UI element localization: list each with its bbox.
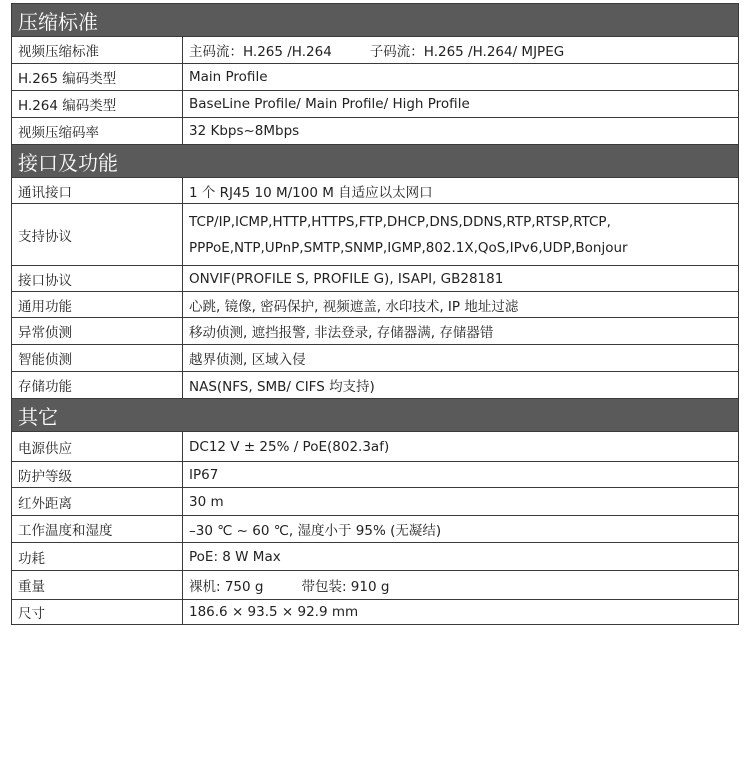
table-row bbox=[12, 345, 739, 372]
section-header-compression bbox=[12, 4, 739, 37]
row-value: 1 个 RJ45 10 M/100 M 自适应以太网口 bbox=[183, 178, 739, 204]
row-value: NAS(NFS, SMB/ CIFS 均支持) bbox=[183, 372, 739, 399]
row-label: 工作温度和湿度 bbox=[12, 516, 183, 543]
row-value bbox=[183, 37, 739, 64]
row-value: 心跳, 镜像, 密码保护, 视频遮盖, 水印技术, IP 地址过滤 bbox=[183, 292, 739, 318]
table-row bbox=[12, 372, 739, 399]
table-row bbox=[12, 318, 739, 345]
row-label: 红外距离 bbox=[12, 488, 183, 516]
protocol-line: PPPoE,NTP,UPnP,SMTP,SNMP,IGMP,802.1X,QoS,IPv6,UDP,Bonjour bbox=[189, 239, 628, 256]
row-value: ONVIF(PROFILE S, PROFILE G), ISAPI, GB28181 bbox=[183, 266, 739, 292]
packaged-weight: 带包装: 910 g bbox=[301, 579, 390, 595]
table-row bbox=[12, 543, 739, 571]
row-label: 功耗 bbox=[12, 543, 183, 571]
sub-stream-value: 子码流：H.265 /H.264/ MJPEG bbox=[369, 44, 565, 60]
section-header-interface bbox=[12, 145, 739, 178]
row-label: 通讯接口 bbox=[12, 178, 183, 204]
table-row bbox=[12, 292, 739, 318]
row-label: 支持协议 bbox=[12, 204, 183, 266]
section-header-other bbox=[12, 399, 739, 432]
table-row bbox=[12, 516, 739, 543]
row-value: IP67 bbox=[183, 462, 739, 488]
row-label: H.265 编码类型 bbox=[12, 64, 183, 91]
row-label: 尺寸 bbox=[12, 600, 183, 625]
table-row bbox=[12, 266, 739, 292]
table-row bbox=[12, 488, 739, 516]
main-stream-value: 主码流：H.265 /H.264 bbox=[189, 44, 332, 60]
table-row bbox=[12, 91, 739, 118]
row-value: DC12 V ± 25% / PoE(802.3af) bbox=[183, 432, 739, 462]
row-value: 30 m bbox=[183, 488, 739, 516]
row-value bbox=[183, 571, 739, 600]
row-label: 视频压缩标准 bbox=[12, 37, 183, 64]
row-label: 异常侦测 bbox=[12, 318, 183, 345]
row-label: 电源供应 bbox=[12, 432, 183, 462]
table-row bbox=[12, 37, 739, 64]
row-value: 186.6 × 93.5 × 92.9 mm bbox=[183, 600, 739, 625]
row-value: 越界侦测, 区域入侵 bbox=[183, 345, 739, 372]
row-value: 移动侦测, 遮挡报警, 非法登录, 存储器满, 存储器错 bbox=[183, 318, 739, 345]
bare-weight: 裸机: 750 g bbox=[189, 579, 264, 595]
row-label: 防护等级 bbox=[12, 462, 183, 488]
row-label: 智能侦测 bbox=[12, 345, 183, 372]
section-title: 其它 bbox=[12, 399, 739, 432]
section-title: 压缩标准 bbox=[12, 4, 739, 37]
table-row bbox=[12, 64, 739, 91]
row-label: 重量 bbox=[12, 571, 183, 600]
row-label: 视频压缩码率 bbox=[12, 118, 183, 145]
row-value bbox=[183, 204, 739, 266]
table-row bbox=[12, 432, 739, 462]
table-row bbox=[12, 178, 739, 204]
row-value: Main Profile bbox=[183, 64, 739, 91]
row-value: BaseLine Profile/ Main Profile/ High Profile bbox=[183, 91, 739, 118]
table-row bbox=[12, 204, 739, 266]
row-value: 32 Kbps~8Mbps bbox=[183, 118, 739, 145]
row-label: 通用功能 bbox=[12, 292, 183, 318]
table-row bbox=[12, 571, 739, 600]
row-label: 接口协议 bbox=[12, 266, 183, 292]
table-row bbox=[12, 462, 739, 488]
section-title: 接口及功能 bbox=[12, 145, 739, 178]
table-row bbox=[12, 600, 739, 625]
row-value: –30 ℃ ~ 60 ℃, 湿度小于 95% (无凝结) bbox=[183, 516, 739, 543]
protocol-line: TCP/IP,ICMP,HTTP,HTTPS,FTP,DHCP,DNS,DDNS,RTP,RTSP,RTCP, bbox=[189, 213, 611, 230]
spec-table bbox=[11, 3, 739, 625]
row-value: PoE: 8 W Max bbox=[183, 543, 739, 571]
table-row bbox=[12, 118, 739, 145]
row-label: 存储功能 bbox=[12, 372, 183, 399]
row-label: H.264 编码类型 bbox=[12, 91, 183, 118]
